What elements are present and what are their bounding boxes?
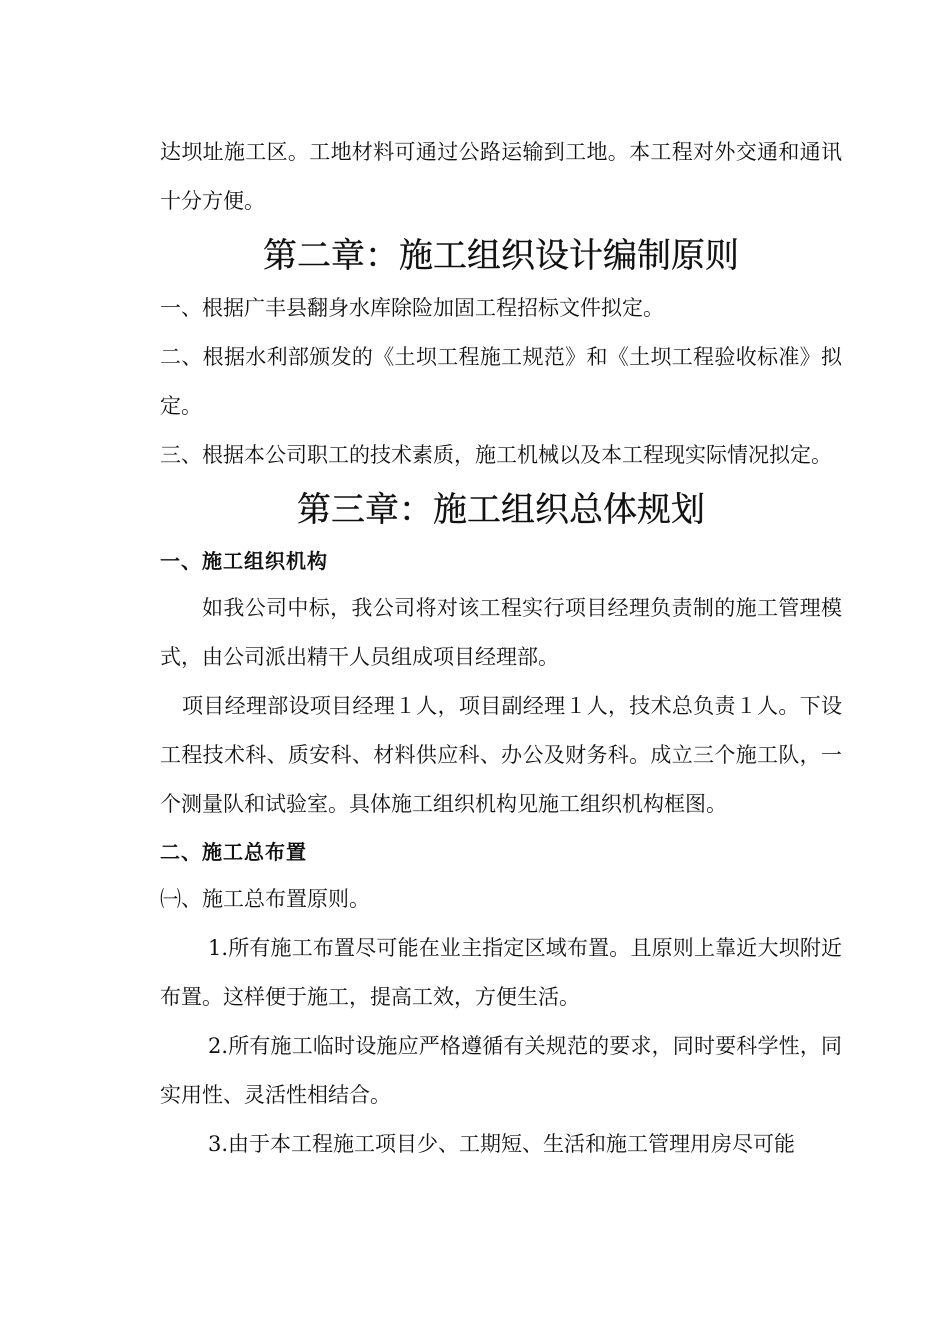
section-1-heading: 一、施工组织机构 <box>160 549 328 573</box>
subsection-1-heading: ㈠、施工总布置原则。 <box>160 887 370 911</box>
paragraph-organization: 如我公司中标，我公司将对该工程实行项目经理负责制的施工管理模式，由公司派出精干人员组成项目经理部。 <box>160 596 842 669</box>
chapter-3-title: 第三章：施工组织总体规划 <box>297 490 705 530</box>
document-body <box>160 128 842 1169</box>
layout-principle-2: 2.所有施工临时设施应严格遵循有关规范的要求，同时要科学性，同实用性、灵活性相结合。 <box>160 1034 842 1107</box>
paragraph-project-dept: 项目经理部设项目经理１人，项目副经理１人，技术总负责１人。下设工程技术科、质安科、材料供应科、办公及财务科。成立三个施工队，一个测量队和试验室。具体施工组织机构见施工组织机构框图。 <box>160 694 842 816</box>
paragraph-traffic: 达坝址施工区。工地材料可通过公路运输到工地。本工程对外交通和通讯十分方便。 <box>160 140 842 213</box>
layout-principle-1: 1.所有施工布置尽可能在业主指定区域布置。且原则上靠近大坝附近布置。这样便于施工，提高工效，方便生活。 <box>160 936 842 1009</box>
principle-2: 二、根据水利部颁发的《土坝工程施工规范》和《土坝工程验收标准》拟定。 <box>160 345 842 418</box>
principle-3: 三、根据本公司职工的技术素质，施工机械以及本工程现实际情况拟定。 <box>160 443 832 467</box>
layout-principle-3: 3.由于本工程施工项目少、工期短、生活和施工管理用房尽可能 <box>208 1132 796 1156</box>
chapter-2-title: 第二章：施工组织设计编制原则 <box>263 236 739 276</box>
section-2-heading: 二、施工总布置 <box>160 840 307 864</box>
principle-1: 一、根据广丰县翻身水库除险加固工程招标文件拟定。 <box>160 296 664 320</box>
